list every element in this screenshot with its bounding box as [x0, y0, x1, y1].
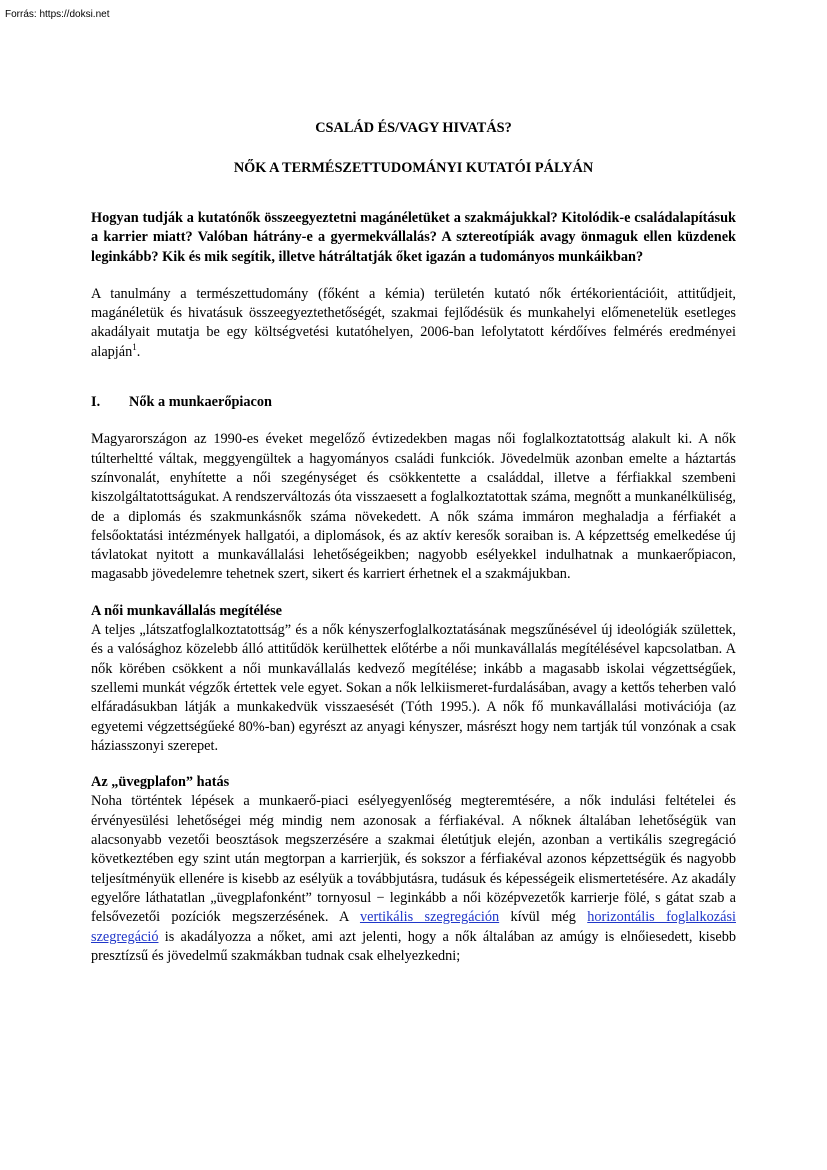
subsection-heading-womens-employment: A női munkavállalás megítélése [91, 602, 283, 619]
intro-end: . [136, 343, 141, 360]
lead-paragraph: Hogyan tudják a kutatónők összeegyeztetni magánéletüket a szakmájukkal? Kitolódik-e családalapításuk a karrier miatt? Valóban hátrány-e a gyermekvállalás? A sztereotípiák avagy önmaguk ellen küzdenek leginkább? Kik és mik segítik, illetve hátráltatják őket igazán a tudományos munkáikban? [91, 210, 736, 265]
vertical-segregation-link[interactable]: vertikális szegregáción [359, 909, 500, 926]
section-heading [91, 393, 736, 412]
document-page [91, 113, 736, 966]
footnote-marker[interactable]: 1 [132, 342, 137, 353]
horizontal-segregation-link[interactable]: horizontális foglalkozási szegregáció [91, 909, 736, 945]
subsection-paragraph-glass-ceiling [91, 792, 736, 966]
section-number: I. [91, 394, 101, 411]
intro-text: A tanulmány a természettudomány (főként a kémia) területén kutató nők értékorientációit, attitűdjeit, magánéletük és hivatásuk összeegyeztethetőségét, szakmai fejlődésük és munkahelyi előmenetelük esetleges akadályait mutatja be egy költségvetési kutatóhelyen, 2006-ban lefolytatott kérdőíves felmérés eredményei alapján [91, 285, 736, 360]
document-title: CSALÁD ÉS/VAGY HIVATÁS? [315, 120, 512, 136]
subsection-paragraph-womens-employment: A teljes „látszatfoglalkoztatottság” és a nők kényszerfoglalkoztatásának megszűnésével új ideológiák születtek, és a valósághoz közelebb álló attitűdök kerülhettek előtérbe a női munkavállalás megítélésével kapcsolatban. A nők körében csökkent a női munkavállalás kedvező megítélése; inkább a magasabb iskolai végzettségűek, szellemi munkát végzők értettek vele egyet. Sokan a nők lelkiismeret-furdalásában, avagy a kettős teherben való elfáradásukban látják a munkakedvük visszaesését (Tóth 1995.). A nők fő munkavállalási motivációja (az egyetemi végzettségűeké 80%-ban) egyrészt az anyagi kényszer, másrészt hogy nem tartják túl vonzónak a csak háziasszonyi szerepet. [91, 622, 736, 754]
subsection-heading-glass-ceiling: Az „üvegplafon” hatás [91, 774, 230, 791]
document-subtitle: NŐK A TERMÉSZETTUDOMÁNYI KUTATÓI PÁLYÁN [233, 160, 594, 176]
intro-paragraph [91, 285, 736, 362]
section-paragraph: Magyarországon az 1990-es éveket megelőző évtizedekben magas női foglalkoztatottság alakult ki. A nők túlterheltté váltak, meggyengültek a hagyományos családi funkciók. Jövedelmük azonban emelte a háztartás színvonalát, enyhítette a női szegénységet és csökkentette a családdal, illetve a férfiakkal szembeni kiszolgáltatottságukat. A rendszerváltozás óta visszaesett a foglalkoztatottak száma, megnőtt a munkanélküliség, de a diplomás és szakmunkásnők száma növekedett. A nők száma immáron meghaladja a férfiakét a felsőoktatási intézmények hallgatói, a diplomások, és az aktív keresők soraiban is. A képzettség emelkedése új távlatokat nyitott a munkavállalási lehetőségeikben; nagyobb esélyekkel indulhatnak a munkaerőpiacon, magasabb jövedelemre tehetnek szert, sikert és karriert érhetnek el a szakmájukban. [91, 431, 736, 583]
section-title: Nők a munkaerőpiacon [129, 394, 272, 411]
glass-ceiling-text-3: is akadályozza a nőket, ami azt jelenti, hogy a nők általában az amúgy is elnőiesedett, kisebb presztízsű és jövedelmű szakmákban tudnak csak elhelyezkedni; [91, 928, 736, 964]
glass-ceiling-text-1: Noha történtek lépések a munkaerő-piaci esélyegyenlőség megteremtésére, a nők indulási feltételei és érvényesülési lehetőségei még mindig nem azonosak a férfiakéval. A nőknek általában lehetőségük van alacsonyabb vezetői beosztások megszerzésére a szakmai életútjuk elején, azonban a vertikális szegregáció következtében egy szint után megtorpan a karrierjük, és sokszor a férfiakéval azonos képzettségük és nagyobb teljesítményük ellenére is kisebb az esélyük a továbbjutásra, tudásuk és képességeik elismertetésére. Az akadály egyelőre láthatatlan „üvegplafonként” tornyosul − leginkább a női középvezetők karrierje fölé, s gátat szab a felsővezetői pozíciók megszerzésének. A [91, 793, 736, 926]
glass-ceiling-text-2: kívül még [499, 909, 588, 926]
source-label: Forrás: https://doksi.net [5, 9, 110, 20]
